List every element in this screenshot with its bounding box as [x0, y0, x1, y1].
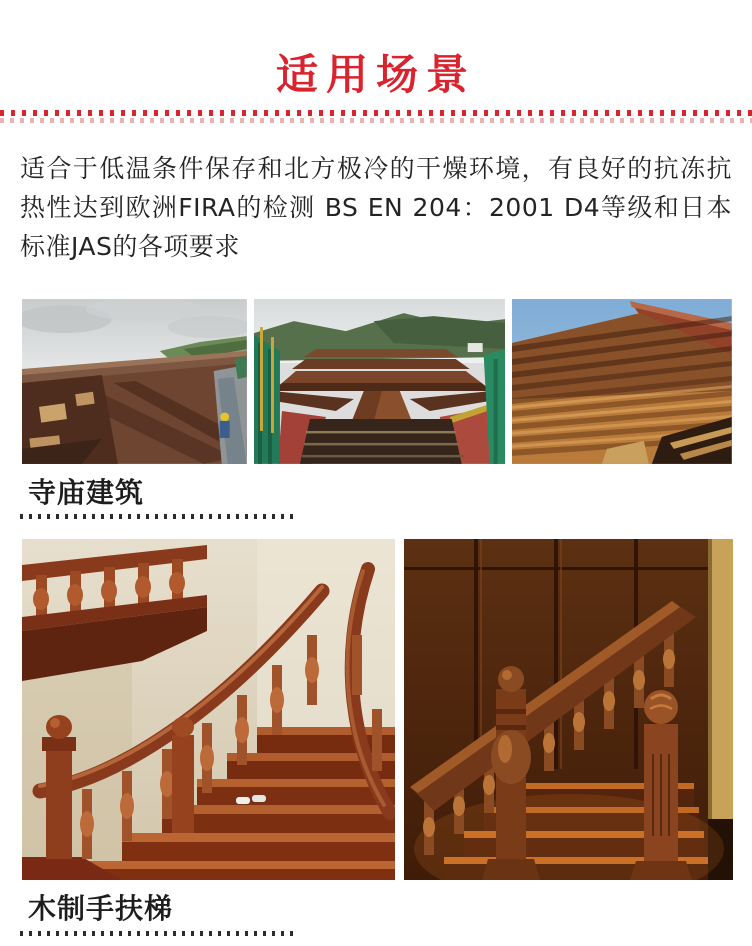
staircase-photo-row — [22, 539, 733, 880]
red-wooden-staircase-photo — [22, 539, 395, 880]
temple-beams-construction-photo — [22, 299, 247, 464]
temple-frame-scaffolding-photo — [254, 299, 506, 464]
dark-wooden-staircase-photo — [404, 539, 733, 880]
red-dotted-divider — [0, 110, 752, 116]
temple-roof-rafters-photo — [512, 299, 732, 464]
temple-photo-row — [22, 299, 732, 464]
page-title: 适用场景 — [275, 50, 476, 99]
black-dotted-underline-1 — [20, 514, 294, 519]
intro-text: 适合于低温条件保存和北方极冷的干燥环境，有良好的抗冻抗热性达到欧洲FIRA的检测 BS EN 204：2001 D4等级和日本标准JAS的各项要求 — [20, 154, 732, 262]
red-dotted-divider-faint — [0, 118, 752, 123]
caption-temple-building: 寺庙建筑 — [28, 476, 145, 510]
black-dotted-underline-2 — [20, 931, 294, 936]
caption-wooden-staircase: 木制手扶梯 — [28, 892, 174, 926]
